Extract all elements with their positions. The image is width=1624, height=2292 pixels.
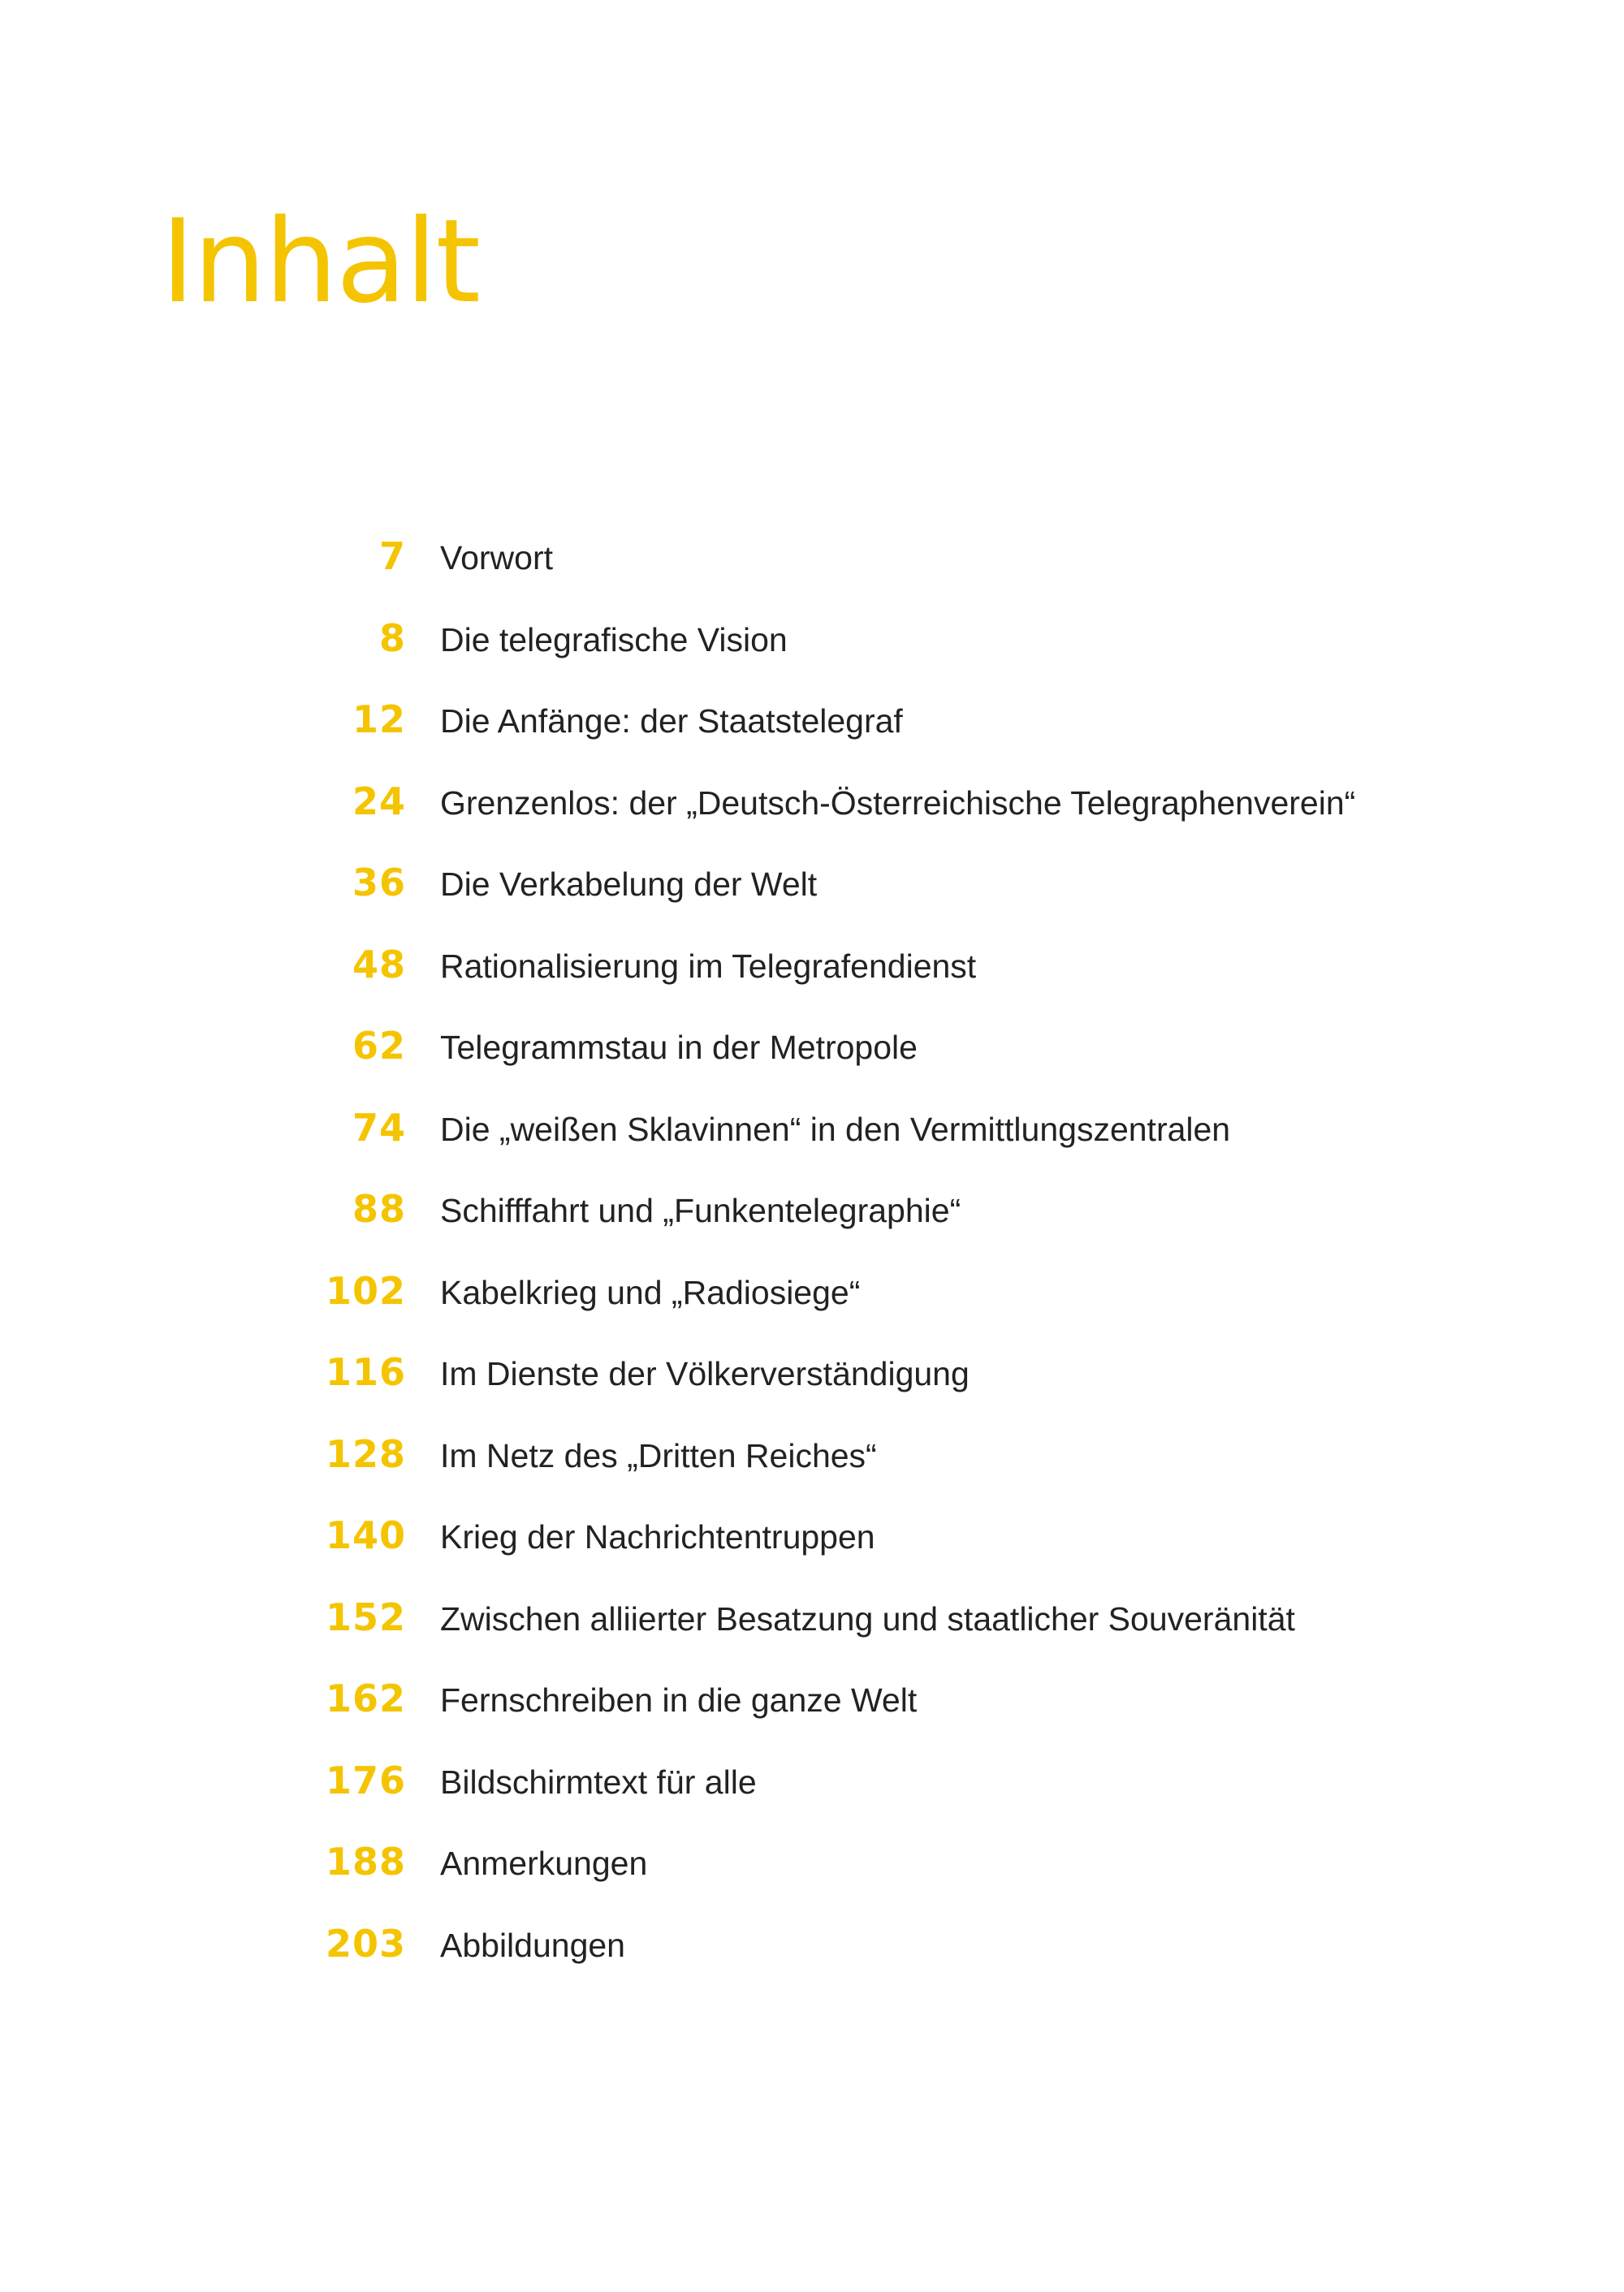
page-title: Inhalt bbox=[161, 195, 480, 329]
toc-page-number: 188 bbox=[325, 1840, 406, 1884]
toc-chapter-title: Abbildungen bbox=[440, 1926, 625, 1964]
toc-chapter-title: Die telegrafische Vision bbox=[440, 620, 788, 658]
toc-entry[interactable] bbox=[309, 1677, 1486, 1759]
toc-page-number: 36 bbox=[352, 861, 406, 904]
toc-chapter-title: Telegrammstau in der Metropole bbox=[440, 1029, 918, 1066]
toc-chapter-title: Die „weißen Sklavinnen“ in den Vermittlungszentralen bbox=[440, 1110, 1231, 1148]
toc-page-number: 8 bbox=[378, 615, 406, 660]
toc-chapter-title: Die Verkabelung der Welt bbox=[440, 865, 818, 903]
toc-page-number: 162 bbox=[325, 1677, 406, 1720]
toc-entry[interactable] bbox=[309, 1350, 1486, 1432]
toc-chapter-title: Kabelkrieg und „Radiosiege“ bbox=[440, 1273, 861, 1311]
toc-chapter-title: Schifffahrt und „Funkentelegraphie“ bbox=[440, 1192, 961, 1229]
toc-page-number: 48 bbox=[352, 942, 406, 986]
toc-entry[interactable] bbox=[309, 943, 1486, 1025]
toc-page-number: 88 bbox=[352, 1187, 406, 1231]
toc-page-number: 152 bbox=[325, 1595, 406, 1639]
toc-entry[interactable] bbox=[309, 779, 1486, 861]
toc-chapter-title: Zwischen alliierter Besatzung und staatlicher Souveränität bbox=[440, 1599, 1295, 1638]
toc-entry[interactable] bbox=[309, 1269, 1486, 1351]
toc-page-number: 7 bbox=[378, 534, 406, 578]
toc-chapter-title: Bildschirmtext für alle bbox=[440, 1763, 757, 1801]
toc-entry[interactable] bbox=[309, 1432, 1486, 1514]
toc-entry[interactable] bbox=[309, 534, 1486, 616]
toc-chapter-title: Anmerkungen bbox=[440, 1845, 648, 1882]
toc-entry[interactable] bbox=[309, 1187, 1486, 1269]
toc-page-number: 203 bbox=[325, 1921, 406, 1966]
toc-entry[interactable] bbox=[309, 1595, 1486, 1677]
toc-chapter-title: Im Netz des „Dritten Reiches“ bbox=[440, 1436, 877, 1474]
toc-entry[interactable] bbox=[309, 1922, 1486, 2004]
toc-chapter-title: Grenzenlos: der „Deutsch-Österreichische Telegraphenverein“ bbox=[440, 783, 1356, 822]
toc-page-number: 176 bbox=[325, 1758, 406, 1802]
toc-entry[interactable] bbox=[309, 1106, 1486, 1188]
toc-chapter-title: Rationalisierung im Telegrafendienst bbox=[440, 947, 977, 985]
toc-chapter-title: Im Dienste der Völkerverständigung bbox=[440, 1355, 970, 1392]
toc-chapter-title: Vorwort bbox=[440, 539, 553, 576]
toc-page-number: 24 bbox=[352, 779, 406, 823]
toc-entry[interactable] bbox=[309, 1759, 1486, 1841]
toc-entry[interactable] bbox=[309, 1840, 1486, 1922]
toc-page-number: 62 bbox=[352, 1024, 406, 1068]
toc-page-number: 12 bbox=[352, 697, 406, 741]
toc-page-number: 74 bbox=[352, 1105, 406, 1150]
toc-entry[interactable] bbox=[309, 861, 1486, 943]
toc-page-number: 116 bbox=[325, 1350, 406, 1394]
toc-chapter-title: Fernschreiben in die ganze Welt bbox=[440, 1681, 918, 1719]
toc-entry[interactable] bbox=[309, 1513, 1486, 1595]
table-of-contents bbox=[309, 534, 1486, 2003]
toc-entry[interactable] bbox=[309, 697, 1486, 779]
toc-page-number: 128 bbox=[325, 1431, 406, 1476]
toc-chapter-title: Krieg der Nachrichtentruppen bbox=[440, 1518, 875, 1556]
toc-page-number: 102 bbox=[325, 1268, 406, 1313]
toc-page-number: 140 bbox=[325, 1513, 406, 1557]
toc-entry[interactable] bbox=[309, 1024, 1486, 1106]
toc-entry[interactable] bbox=[309, 616, 1486, 698]
toc-chapter-title: Die Anfänge: der Staatstelegraf bbox=[440, 702, 903, 740]
